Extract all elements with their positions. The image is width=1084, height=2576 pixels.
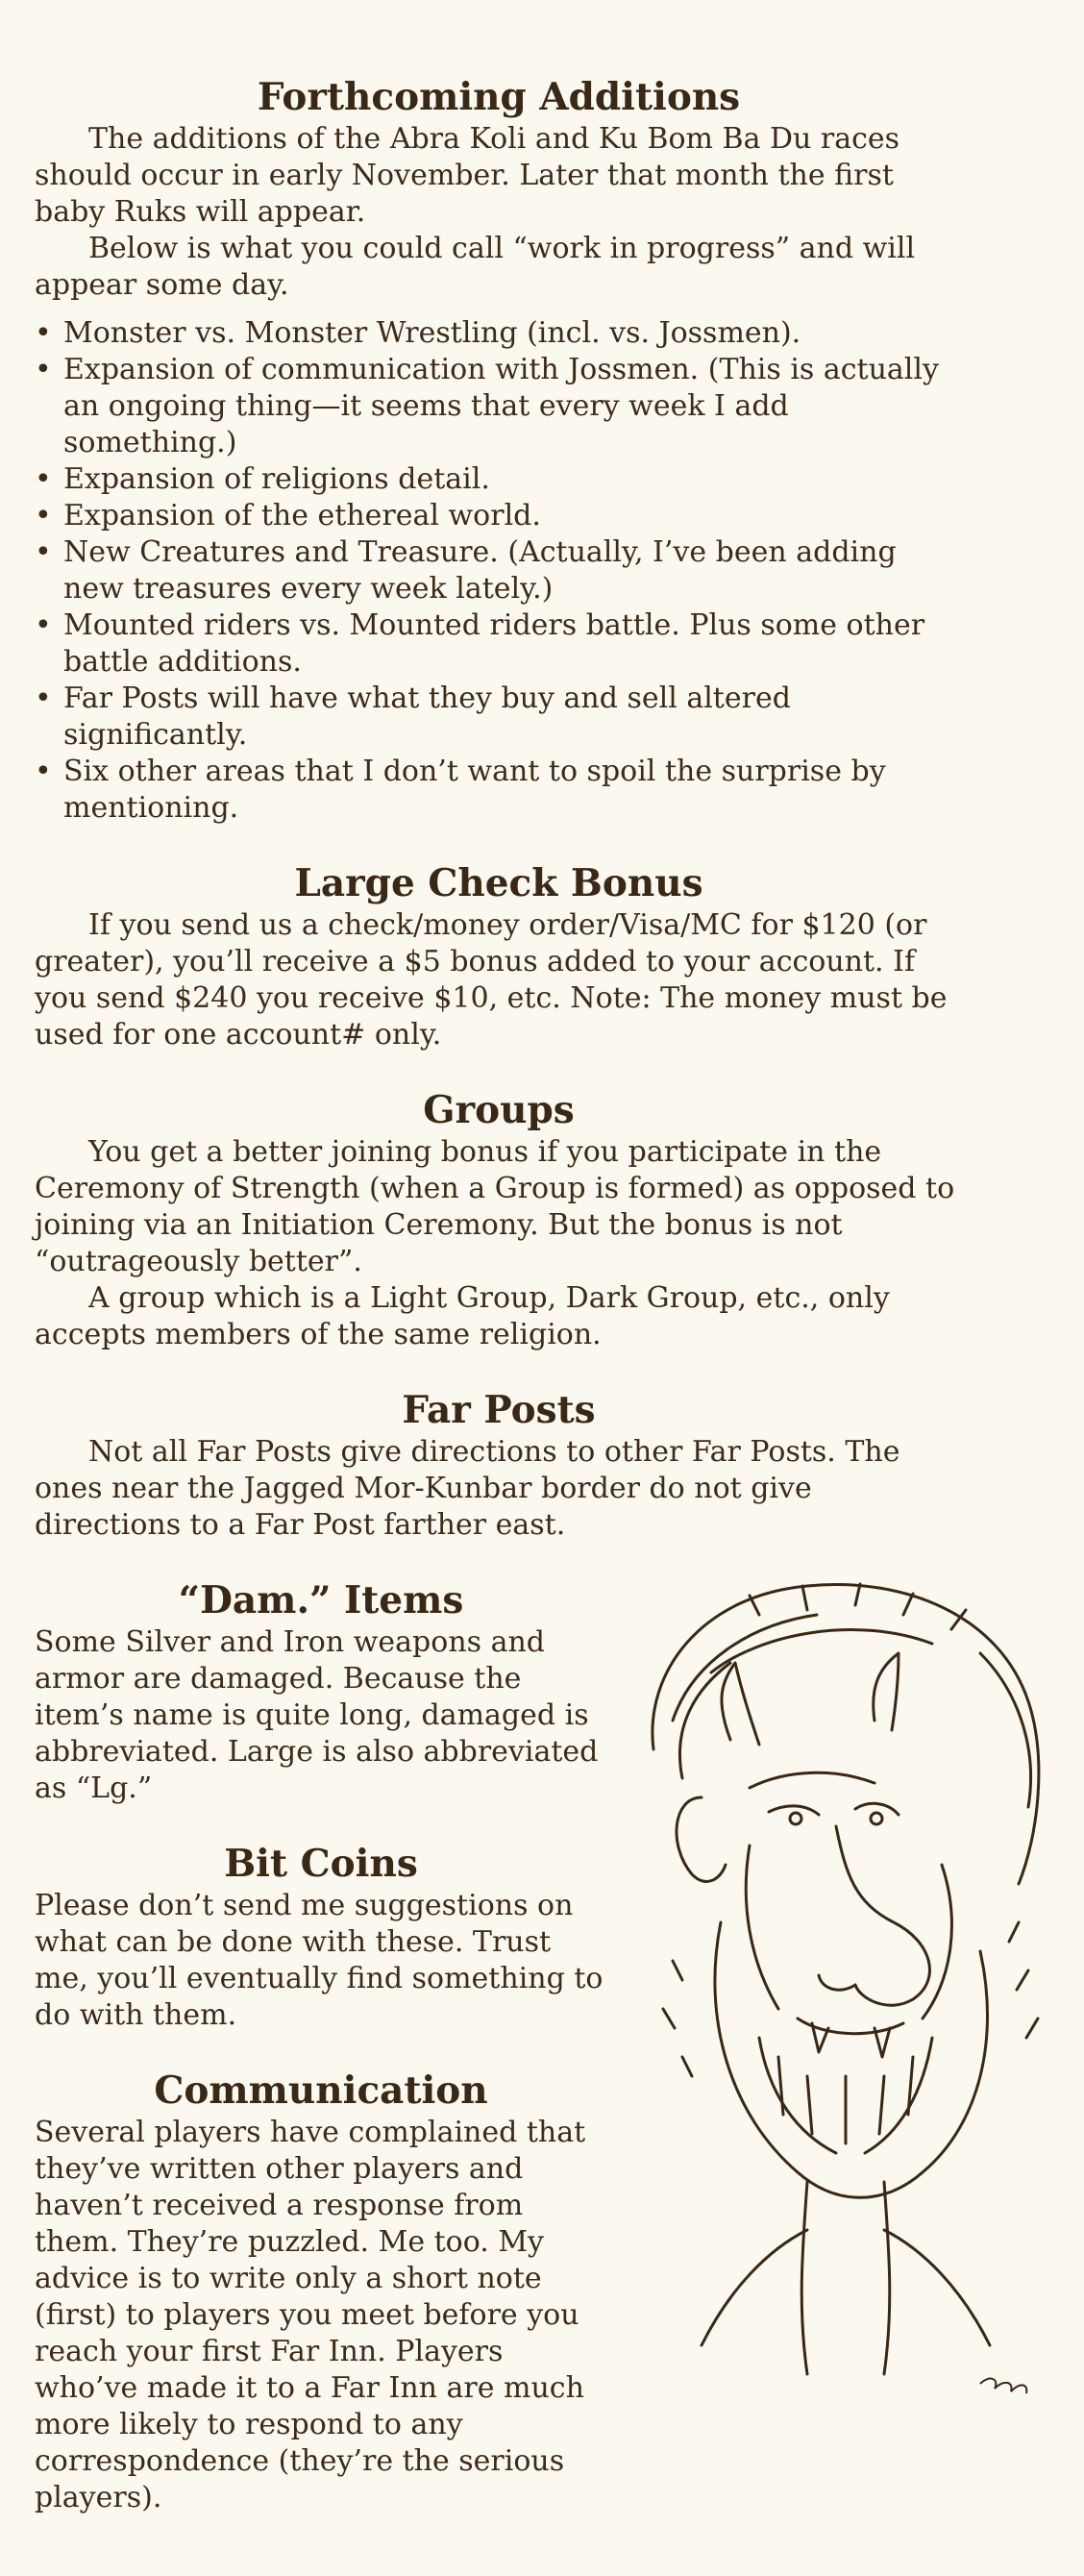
bullet-icon: •	[35, 535, 52, 569]
paragraph: Some Silver and Iron weapons and armor are damaged. Because the item’s name is quite long, damaged is abbreviated. Large is also abbreviated as “Lg.”	[35, 1625, 599, 1805]
list-item: • Mounted riders vs. Mounted riders battle. Plus some other battle additions.	[35, 608, 925, 679]
bullet-icon: •	[35, 499, 52, 533]
heading-forthcoming-additions: Forthcoming Additions	[257, 75, 741, 119]
heading-large-check-bonus: Large Check Bonus	[294, 861, 703, 905]
paragraph: You get a better joining bonus if you participate in the Ceremony of Strength (when a Group is formed) as opposed to joining via an Initiation Ceremony. But the bonus is not “outrageously better”.	[35, 1135, 955, 1278]
bullet-icon: •	[35, 353, 52, 386]
bullet-icon: •	[35, 755, 52, 788]
bullet-icon: •	[35, 681, 52, 715]
section-dam-items	[35, 1576, 607, 1807]
heading-communication: Communication	[154, 2068, 488, 2113]
list-item: • Expansion of the ethereal world.	[35, 499, 541, 533]
heading-bit-coins: Bit Coins	[224, 1842, 418, 1886]
paragraph: A group which is a Light Group, Dark Group, etc., only accepts members of the same religion.	[35, 1281, 890, 1351]
list-item: • Monster vs. Monster Wrestling (incl. vs. Jossmen).	[35, 316, 801, 350]
paragraph: The additions of the Abra Koli and Ku Bom Ba Du races should occur in early November. Later that month the first baby Ruks will appear.	[35, 122, 900, 229]
paragraph: Several players have complained that they’ve written other players and haven’t received a response from them. They’re puzzled. Me too. My advice is to write only a short note (first) to players you meet before you reach your first Far Inn. Players who’ve made it to a Far Inn are much more likely to respond to any correspondence (they’re the serious players).	[35, 2116, 586, 2514]
list-item: • Expansion of religions detail.	[35, 462, 490, 496]
bullet-icon: •	[35, 316, 52, 350]
paragraph: Not all Far Posts give directions to other Far Posts. The ones near the Jagged Mor-Kunbar border do not give directions to a Far Post farther east.	[35, 1435, 900, 1542]
list-item: • Far Posts will have what they buy and sell altered significantly.	[35, 681, 791, 752]
list-item: • New Creatures and Treasure. (Actually, I’ve been adding new treasures every week lately.)	[35, 535, 897, 606]
paragraph: Below is what you could call “work in progress” and will appear some day.	[35, 232, 916, 302]
bullet-icon: •	[35, 462, 52, 496]
heading-dam-items: “Dam.” Items	[178, 1578, 464, 1622]
heading-groups: Groups	[423, 1088, 575, 1132]
list-item: • Six other areas that I don’t want to spoil the surprise by mentioning.	[35, 755, 886, 825]
section-bit-coins	[35, 1840, 607, 2034]
paragraph: Please don’t send me suggestions on what can be done with these. Trust me, you’ll eventually find something to do with them.	[35, 1889, 604, 2032]
section-far-posts	[35, 1386, 963, 1544]
bearded-troll-portrait-icon	[615, 1557, 1076, 2422]
bullet-icon: •	[35, 608, 52, 642]
list-item: • Expansion of communication with Jossmen. (This is actually an ongoing thing—it seems that every week I add something.)	[35, 353, 939, 459]
section-groups	[35, 1086, 963, 1353]
paragraph: If you send us a check/money order/Visa/MC for $120 (or greater), you’ll receive a $5 bonus added to your account. If you send $240 you receive $10, etc. Note: The money must be used for one account# only.	[35, 908, 948, 1052]
work-in-progress-list	[35, 315, 963, 827]
section-large-check-bonus	[35, 859, 963, 1053]
section-forthcoming-additions	[35, 73, 963, 827]
left-column	[35, 1576, 607, 2516]
section-communication	[35, 2067, 607, 2516]
heading-far-posts: Far Posts	[402, 1388, 596, 1432]
